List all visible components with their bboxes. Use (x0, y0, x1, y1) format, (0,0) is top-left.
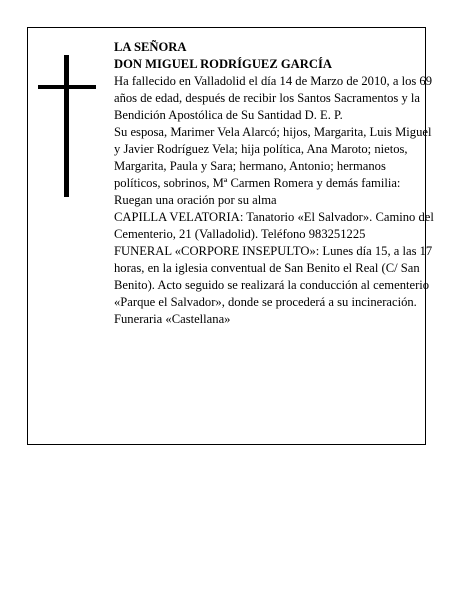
death-announcement: Ha fallecido en Valladolid el día 14 de Marzo de 2010, a los 69 años de edad, después de recibir los Santos Sacramentos y la Bendición Apostólica de Su Santidad D. E. P. (114, 74, 433, 122)
latin-cross-icon (38, 55, 96, 197)
funeral-info: FUNERAL «CORPORE INSEPULTO»: Lunes día 15, a las 17 horas, en la iglesia conventual de San Benito el Real (C/ San Benito). Acto seguido se realizará la conducción al cementerio «Parque el Salvador», donde se procederá a su incineración. (114, 244, 433, 309)
obituary-text (114, 39, 434, 328)
deceased-name: DON MIGUEL RODRÍGUEZ GARCÍA (114, 57, 332, 71)
cross-vertical-bar (64, 55, 69, 197)
wake-chapel-info: CAPILLA VELATORIA: Tanatorio «El Salvador». Camino del Cementerio, 21 (Valladolid). Teléfono 983251225 (114, 210, 434, 241)
funeral-home: Funeraria «Castellana» (114, 312, 231, 326)
heading-title: LA SEÑORA (114, 40, 187, 54)
family-list: Su esposa, Marimer Vela Alarcó; hijos, Margarita, Luis Miguel y Javier Rodríguez Vela; hija política, Ana Maroto; nietos, Margarita, Paula y Sara; hermano, Antonio; hermanos políticos, sobrinos, Mª Carmen Romera y demás familia: (114, 125, 432, 190)
cross-horizontal-bar (38, 85, 96, 89)
prayer-request: Ruegan una oración por su alma (114, 193, 277, 207)
